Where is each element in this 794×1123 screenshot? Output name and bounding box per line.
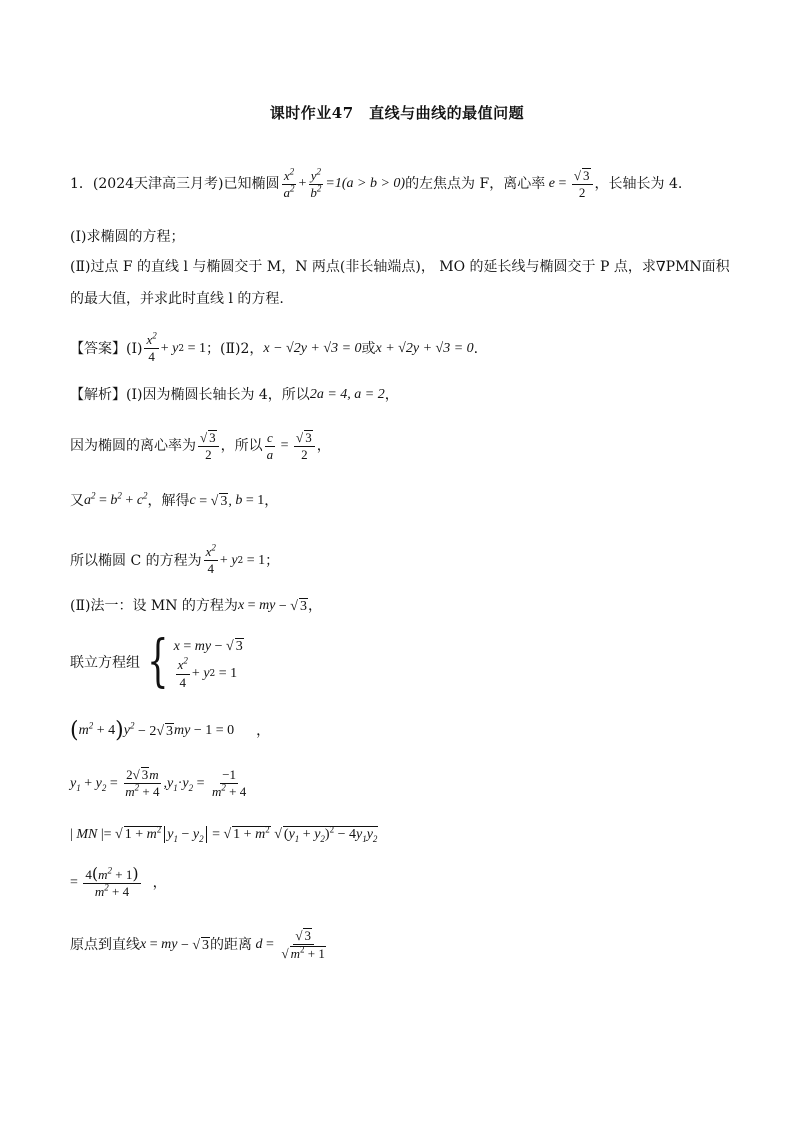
analysis-line-7: ( $m^2$ + 4 ) $y^2$ − 2√ 3 my − 1 = 0 ，	[70, 718, 271, 743]
analysis-l1-end: ，	[384, 387, 399, 403]
equation-system: { x = my − √ 3 $\frac{x^2}{4}$ + y 2 = 1	[147, 629, 243, 694]
analysis-line-2: 因为椭圆的离心率为 $\frac{√ 3}{2}$ ，所以 $\frac{c}{a}$ = $\frac{√ 3}{2}$ ，	[70, 429, 331, 463]
answer-eq1: x − √2y + √3 = 0	[263, 340, 362, 356]
analysis-line-4: 所以椭圆 C 的方程为 $\frac{x^2}{4}$ + y 2 = 1 ；	[70, 542, 280, 577]
analysis-l1-math: 2a = 4, a = 2	[309, 387, 385, 402]
problem-part1: (Ⅰ)求椭圆的方程；	[70, 229, 185, 245]
answer-or: 或	[361, 340, 376, 357]
analysis-line-5: (Ⅱ)法一：设 MN 的方程为 x = my − √ 3 ，	[70, 598, 322, 615]
page-title: 课时作业47 直线与曲线的最值问题	[269, 104, 525, 122]
analysis-line-3: 又 $a^2$ = $b^2$ + $c^2$ ，解得 c = √ 3, b = 1 ，	[70, 490, 279, 510]
fraction-sqrt3-2-b: $\frac{√ 3}{2}$	[294, 430, 315, 463]
fraction-sum-roots: $\frac{2√ 3m}{m^2 + 4}$	[125, 767, 160, 800]
analysis-l6-text: 联立方程组	[70, 654, 140, 671]
analysis-l7-end: ，	[256, 723, 271, 739]
answer-eq2: x + √2y + √3 = 0	[375, 340, 474, 356]
analysis-l2-mid: ，所以	[220, 438, 263, 455]
fraction-mn-length: $\frac{4(m^2 + 1)}{m^2 + 4}$	[85, 864, 139, 900]
analysis-line-10: = $\frac{4(m^2 + 1)}{m^2 + 4}$ ，	[70, 864, 167, 900]
analysis-l4-end: ；	[265, 552, 280, 569]
fraction-x2-a2: $\frac{x^2}{a^2}$	[283, 166, 295, 200]
answer-end: .	[473, 340, 479, 357]
ellipse-condition: =1(a > b > 0)	[325, 176, 406, 192]
analysis-l4-text: 所以椭圆 C 的方程为	[70, 552, 202, 569]
analysis-l2-end: ，	[316, 438, 331, 455]
analysis-l3-text: 又	[70, 493, 84, 510]
problem-part2-line2: 的最大值，并求此时直线 l 的方程.	[70, 291, 284, 307]
fraction-y2-b2: $\frac{y^2}{b^2}$	[310, 166, 322, 200]
analysis-label: 【解析】	[70, 387, 126, 403]
fraction-distance: $\frac{√ 3}{√ m^2 + 1}$	[281, 928, 325, 962]
fraction-x2-4-b: $\frac{x^2}{4}$	[205, 542, 216, 577]
fraction-product-roots: $\frac{-1}{m^2 + 4}$	[212, 766, 247, 799]
eccentricity-fraction: $\frac{√ 3}{2}$	[572, 168, 593, 201]
analysis-l3-end: ，	[264, 493, 279, 510]
analysis-l5-end: ，	[307, 598, 322, 615]
analysis-line-6	[70, 629, 244, 694]
fraction-x2-4: $\frac{x^2}{4}$	[146, 330, 157, 365]
answer-line: 【答案】 (Ⅰ) $\frac{x^2}{4}$ + y 2 = 1 ；(Ⅱ)2， x − √2y + √3 = 0 或 x + √2y + √3 = 0 .	[70, 330, 479, 365]
analysis-line-9: | MN |= √ $1 + m^2$ $y_1 - y_2$ = √ $1 + m^2$ √ $(y_1 + y_2)^2 - 4y_1y_2$	[70, 824, 378, 845]
analysis-l11-mid: 的距离	[210, 936, 253, 953]
fraction-c-a: $\frac{c}{a}$	[266, 429, 274, 462]
answer-part1-label: (Ⅰ)	[126, 340, 143, 357]
problem-tail: ，长轴长为 4.	[594, 176, 683, 193]
analysis-l11-text: 原点到直线	[70, 936, 140, 953]
analysis-l10-end: ，	[152, 875, 167, 892]
problem-after-eq: 的左焦点为 F，离心率	[405, 176, 546, 193]
answer-label: 【答案】	[70, 340, 126, 357]
analysis-l3-mid: ，解得	[147, 493, 190, 510]
problem-number: 1．	[70, 176, 93, 193]
analysis-l5-text: (Ⅱ)法一：设 MN 的方程为	[70, 598, 238, 615]
problem-part2-line1: (Ⅱ)过点 F 的直线 l 与椭圆交于 M，N 两点(非长轴端点)， MO 的延长线与椭圆交于 P 点，求∇PMN面积	[70, 259, 730, 275]
analysis-l2-text: 因为椭圆的离心率为	[70, 438, 196, 455]
problem-intro: 已知椭圆	[223, 176, 280, 193]
analysis-line-8: $y_1$ + $y_2$ = $\frac{2√ 3m}{m^2 + 4}$ , $y_1$ · $y_2$ = $\frac{-1}{m^2 + 4}$	[70, 766, 247, 800]
answer-mid: ；(Ⅱ)2，	[206, 340, 264, 357]
analysis-line-11: 原点到直线 x = my − √ 3 的距离 d = $\frac{√ 3}{√ m^2 + 1}$	[70, 928, 330, 962]
problem-source: (2024天津高三月考)	[92, 176, 224, 193]
analysis-line-1	[70, 388, 399, 402]
fraction-sqrt3-2: $\frac{√ 3}{2}$	[198, 430, 219, 463]
analysis-l1-text: (Ⅰ)因为椭圆长轴长为 4，所以	[126, 387, 310, 403]
problem-statement: 1． (2024天津高三月考) 已知椭圆 $\frac{x^2}{a^2}$ + $\frac{y^2}{b^2}$ =1(a > b > 0) 的左焦点为 F，离心率 e = $\frac{√ 3}{2}$ ，长轴长为 4.	[70, 166, 683, 201]
